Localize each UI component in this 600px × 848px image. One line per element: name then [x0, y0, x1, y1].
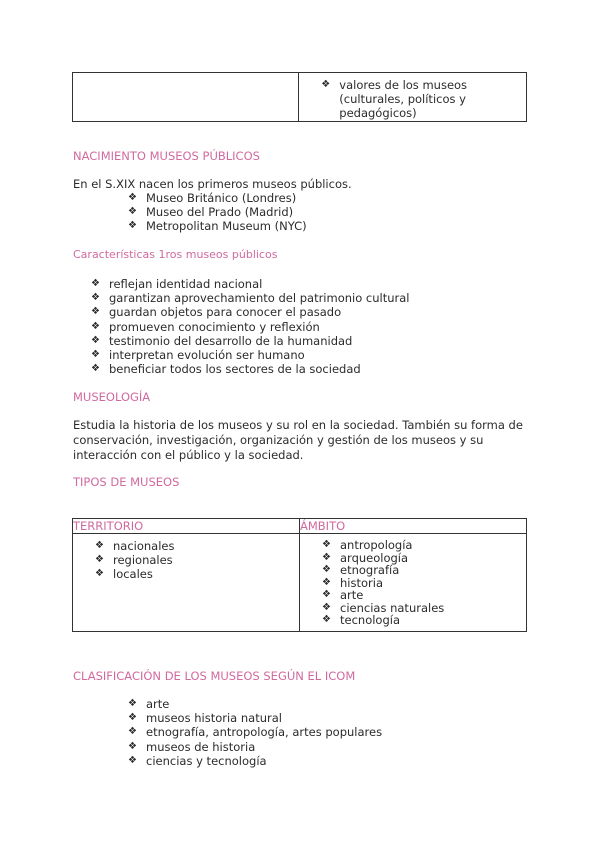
clasificacion-list: [128, 697, 382, 768]
tipos-cell-ambito: [300, 534, 527, 632]
list-item: ❖ valores de los museos (culturales, políticos y pedagógicos): [321, 78, 489, 121]
top-table-left-cell: [73, 73, 299, 122]
list-item: ❖ locales: [95, 567, 299, 581]
list-item: ❖ etnografía, antropología, artes populares: [128, 725, 382, 739]
list-item: ❖ Museo del Prado (Madrid): [128, 205, 307, 219]
list-item: ❖ historia: [322, 577, 526, 590]
list-item: ❖ museos historia natural: [128, 711, 382, 725]
list-item: ❖ arte: [322, 589, 526, 602]
tipos-cell-territorio: [73, 534, 300, 632]
list-item: ❖ interpretan evolución ser humano: [91, 348, 410, 362]
tipos-table: [72, 518, 527, 632]
museologia-text: Estudia la historia de los museos y su rol en la sociedad. También su forma de conservación, investigación, organización y gestión de los museos y su interacción con el público y la sociedad.: [73, 418, 523, 462]
tipos-header-ambito: ÁMBITO: [300, 519, 527, 534]
list-item: ❖ etnografía: [322, 564, 526, 577]
list-item: ❖ guardan objetos para conocer el pasado: [91, 305, 410, 319]
caracteristicas-list: [91, 277, 410, 376]
list-item: ❖ reflejan identidad nacional: [91, 277, 410, 291]
list-item: ❖ regionales: [95, 553, 299, 567]
list-item: ❖ Metropolitan Museum (NYC): [128, 219, 307, 233]
list-item: ❖ ciencias naturales: [322, 602, 526, 615]
list-item: ❖ garantizan aprovechamiento del patrimonio cultural: [91, 291, 410, 305]
top-table: [72, 72, 527, 122]
top-table-right-cell: [299, 73, 527, 122]
list-item: ❖ testimonio del desarrollo de la humanidad: [91, 334, 410, 348]
list-item: ❖ ciencias y tecnología: [128, 754, 382, 768]
nacimiento-intro: En el S.XIX nacen los primeros museos públicos.: [73, 177, 352, 191]
section-heading-tipos: TIPOS DE MUSEOS: [73, 475, 180, 489]
list-item: ❖ arte: [128, 697, 382, 711]
list-item: ❖ arqueología: [322, 552, 526, 565]
section-heading-nacimiento: NACIMIENTO MUSEOS PÚBLICOS: [73, 149, 260, 163]
list-item: ❖ Museo Británico (Londres): [128, 191, 307, 205]
list-item: ❖ tecnología: [322, 614, 526, 627]
section-heading-caracteristicas: Características 1ros museos públicos: [73, 248, 278, 261]
list-item: ❖ beneficiar todos los sectores de la sociedad: [91, 362, 410, 376]
tipos-header-territorio: TERRITORIO: [73, 519, 300, 534]
list-item: ❖ promueven conocimiento y reflexión: [91, 320, 410, 334]
nacimiento-list: [128, 191, 307, 234]
section-heading-clasificacion: CLASIFICACIÓN DE LOS MUSEOS SEGÚN EL ICOM: [73, 669, 356, 683]
section-heading-museologia: MUSEOLOGÍA: [73, 390, 151, 404]
list-item: ❖ museos de historia: [128, 740, 382, 754]
list-item: ❖ nacionales: [95, 539, 299, 553]
list-item: ❖ antropología: [322, 539, 526, 552]
